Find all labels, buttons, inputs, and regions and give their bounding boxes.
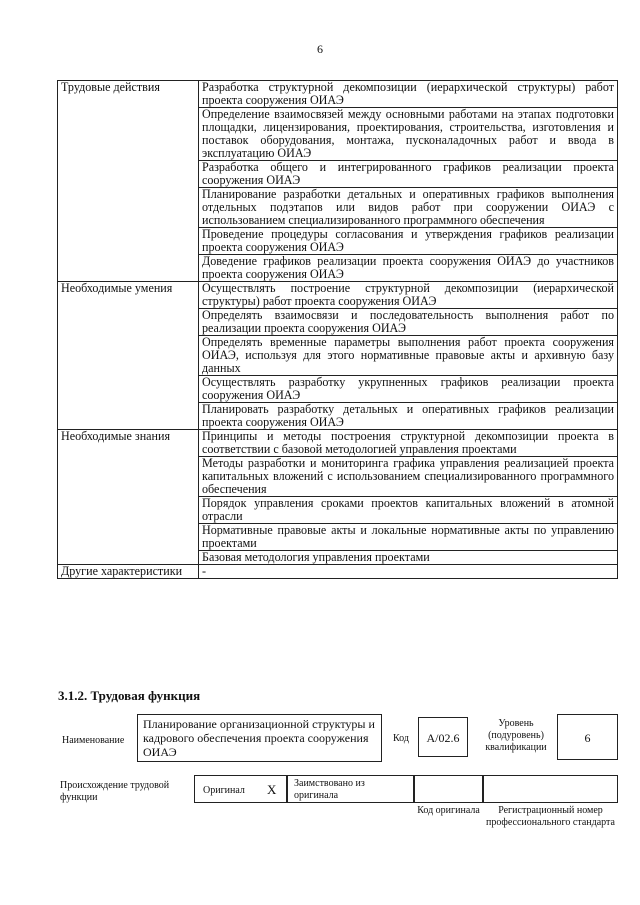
level-value: 6 xyxy=(584,731,591,745)
row-item: - xyxy=(199,565,618,579)
row-item: Осуществлять разработку укрупненных графиков реализации проекта сооружения ОИАЭ xyxy=(199,376,618,403)
original-box xyxy=(194,775,287,803)
labor-function-table xyxy=(57,80,618,579)
borrowed-box xyxy=(287,775,414,803)
row-item: Нормативные правовые акты и локальные нормативные акты по управлению проектами xyxy=(199,524,618,551)
row-item: Разработка структурной декомпозиции (иерархической структуры) работ проекта сооружения ОИАЭ xyxy=(199,81,618,108)
table-row xyxy=(58,430,618,457)
code-value: A/02.6 xyxy=(426,731,460,745)
row-label: Необходимые умения xyxy=(58,282,199,430)
code-original-box xyxy=(414,775,483,803)
code-label: Код xyxy=(393,733,409,744)
row-item: Базовая методология управления проектами xyxy=(199,551,618,565)
table-row xyxy=(58,565,618,579)
borrowed-label: Заимствовано из оригинала xyxy=(294,778,365,801)
original-label: Оригинал xyxy=(203,785,245,796)
row-item: Разработка общего и интегрированного графиков реализации проекта сооружения ОИАЭ xyxy=(199,161,618,188)
page-number: 6 xyxy=(317,42,323,56)
level-box xyxy=(557,714,618,760)
row-item: Порядок управления сроками проектов капитальных вложений в атомной отрасли xyxy=(199,497,618,524)
original-mark: X xyxy=(267,782,277,797)
row-item: Осуществлять построение структурной декомпозиции (иерархической структуры) работ проекта сооружения ОИАЭ xyxy=(199,282,618,309)
row-item: Доведение графиков реализации проекта сооружения ОИАЭ до участников проекта сооружения ОИАЭ xyxy=(199,255,618,282)
row-label: Трудовые действия xyxy=(58,81,199,282)
code-box xyxy=(418,717,468,757)
row-item: Планирование разработки детальных и оперативных графиков выполнения отдельных подэтапов или видов работ при сооружении ОИАЭ с использованием специализированного программного обеспечения xyxy=(199,188,618,228)
row-item: Принципы и методы построения структурной декомпозиции проекта в соответствии с базовой методологией управления проектами xyxy=(199,430,618,457)
section-heading: 3.1.2. Трудовая функция xyxy=(58,688,201,703)
row-item: Методы разработки и мониторинга графика управления реализацией проекта капитальных вложений с использованием специализированного программного обеспечения xyxy=(199,457,618,497)
origin-label: Происхождение трудовой функции xyxy=(60,780,170,803)
row-item: Определение взаимосвязей между основными работами на этапах подготовки площадки, лицензирования, проектирования, строительства, изготовления и поставок оборудования, монтажа, пусконаладочных работ и ввода в эксплуатацию ОИАЭ xyxy=(199,108,618,161)
name-value: Планирование организационной структуры и кадрового обеспечения проекта сооружения ОИАЭ xyxy=(143,717,375,759)
name-label: Наименование xyxy=(62,735,125,746)
name-box xyxy=(137,714,382,762)
reg-number-label: Регистрационный номер профессионального стандарта xyxy=(486,805,615,828)
level-label: Уровень (подуровень) квалификации xyxy=(485,718,547,753)
row-item: Планировать разработку детальных и оперативных графиков реализации проекта сооружения ОИАЭ xyxy=(199,403,618,430)
code-original-label: Код оригинала xyxy=(417,805,480,816)
row-item: Определять временные параметры выполнения работ проекта сооружения ОИАЭ, используя для этого нормативные правовые акты и архивную базу данных xyxy=(199,336,618,376)
row-label: Другие характеристики xyxy=(58,565,199,579)
row-item: Проведение процедуры согласования и утверждения графиков реализации проекта сооружения ОИАЭ xyxy=(199,228,618,255)
table-row xyxy=(58,81,618,108)
table-row xyxy=(58,282,618,309)
row-item: Определять взаимосвязи и последовательность выполнения работ по реализации проекта сооружения ОИАЭ xyxy=(199,309,618,336)
row-label: Необходимые знания xyxy=(58,430,199,565)
reg-number-box xyxy=(483,775,618,803)
